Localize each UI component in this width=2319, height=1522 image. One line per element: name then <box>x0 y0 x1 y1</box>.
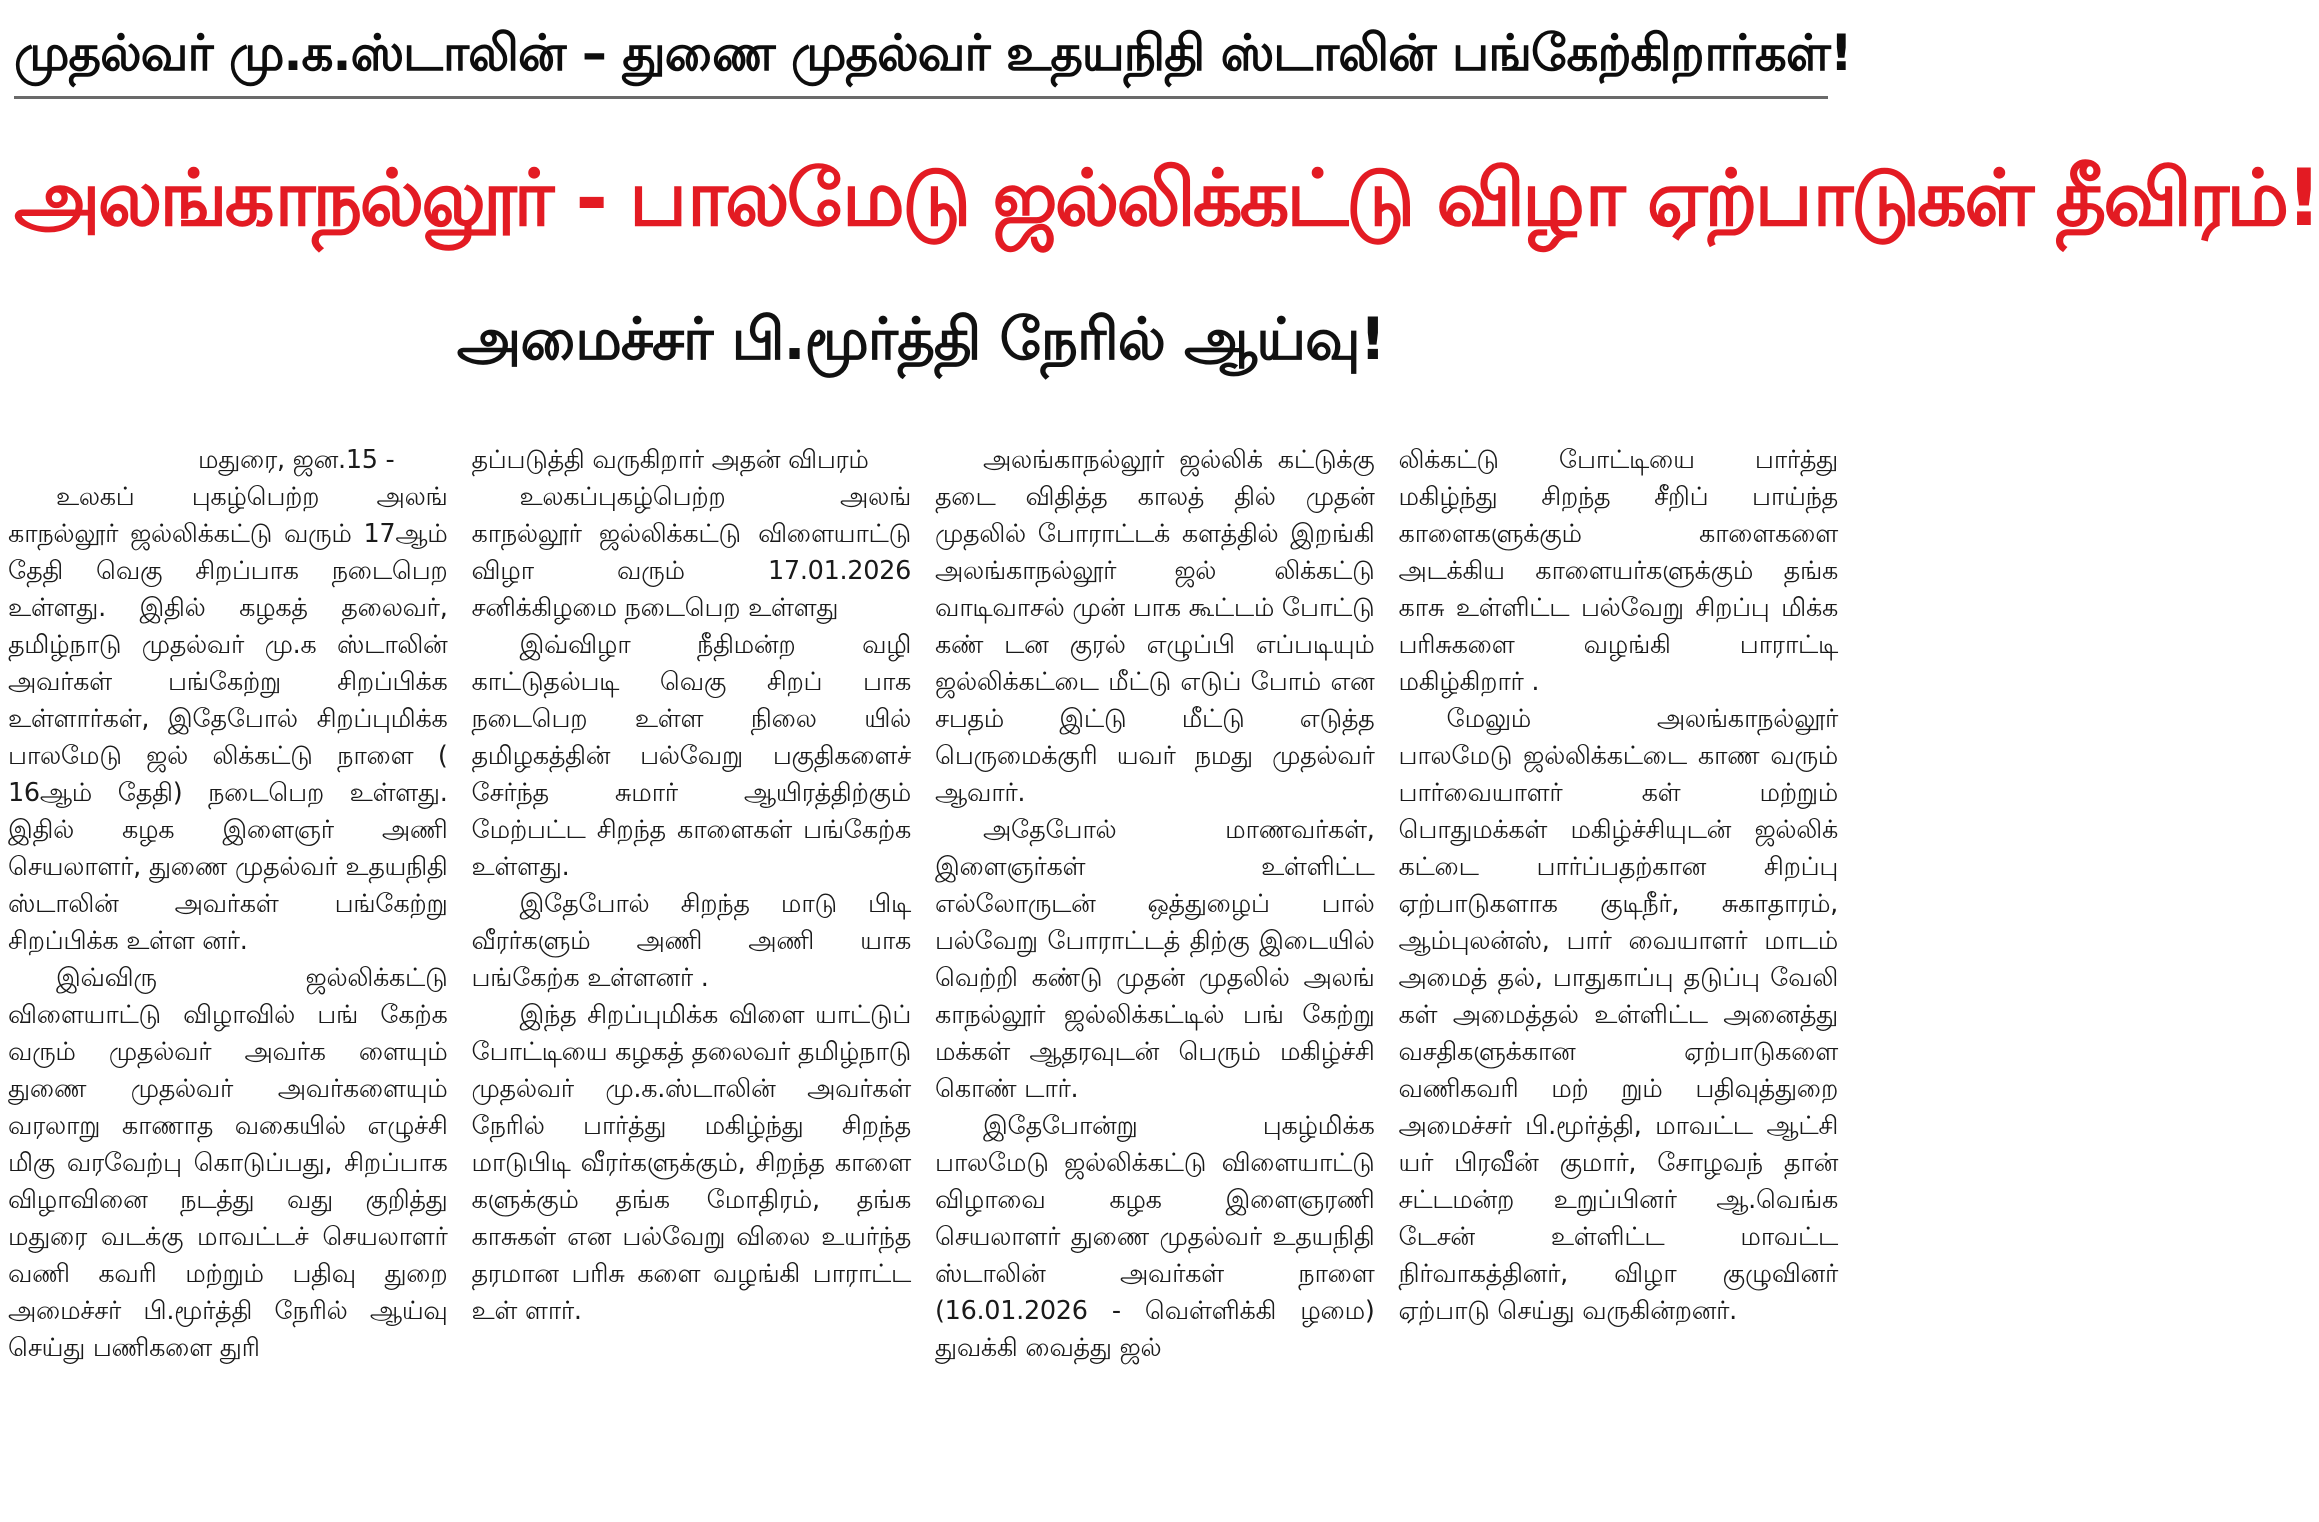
headline: அலங்காநல்லூர் - பாலமேடு ஜல்லிக்கட்டு விழா ஏற்பாடுகள் தீவிரம்! <box>14 154 2319 244</box>
paragraph: இவ்விழா நீதிமன்ற வழி காட்டுதல்படி வெகு சிறப் பாக நடைபெற உள்ள நிலை யில் தமிழகத்தின் பல்வேறு பகுதிகளைச் சேர்ந்த சுமார் ஆயிரத்திற்கும் மேற்பட்ட சிறந்த காளைகள் பங்கேற்க உள்ளது. <box>471 630 911 882</box>
paragraph: உலகப் புகழ்பெற்ற அலங் காநல்லூர் ஜல்லிக்கட்டு வரும் 17ஆம் தேதி வெகு சிறப்பாக நடைபெற உள்ளது. இதில் கழகத் தலைவர், தமிழ்நாடு முதல்வர் மு.க ஸ்டாலின் அவர்கள் பங்கேற்று சிறப்பிக்க உள்ளார்கள், இதேபோல் சிறப்புமிக்க பாலமேடு ஜல் லிக்கட்டு நாளை ( 16ஆம் தேதி) நடைபெற உள்ளது. இதில் கழக இளைஞர் அணி செயலாளர், துணை முதல்வர் உதயநிதி ஸ்டாலின் அவர்கள் பங்கேற்று சிறப்பிக்க உள்ள னர். <box>8 482 448 956</box>
paragraph: தப்படுத்தி வருகிறார் அதன் விபரம் <box>471 445 869 475</box>
paragraph: லிக்கட்டு போட்டியை பார்த்து மகிழ்ந்து சிறந்த சீறிப் பாய்ந்த காளைகளுக்கும் காளைகளை அடக்கிய காளையர்களுக்கும் தங்க காசு உள்ளிட்ட பல்வேறு சிறப்பு மிக்க பரிசுகளை வழங்கி பாராட்டி மகிழ்கிறார் . <box>1398 445 1838 697</box>
paragraph: இந்த சிறப்புமிக்க விளை யாட்டுப் போட்டியை கழகத் தலைவர் தமிழ்நாடு முதல்வர் மு.க.ஸ்டாலின் அவர்கள் நேரில் பார்த்து மகிழ்ந்து சிறந்த மாடுபிடி வீரர்களுக்கும், சிறந்த காளை களுக்கும் தங்க மோதிரம், தங்க காசுகள் என பல்வேறு விலை உயர்ந்த தரமான பரிசு களை வழங்கி பாராட்ட உள் ளார். <box>471 1000 911 1326</box>
subheadline: அமைச்சர் பி.மூர்த்தி நேரில் ஆய்வு! <box>456 305 1386 373</box>
paragraph: இவ்விரு ஜல்லிக்கட்டு விளையாட்டு விழாவில் பங் கேற்க வரும் முதல்வர் அவர்க ளையும் துணை முதல்வர் அவர்களையும் வரலாறு காணாத வகையில் எழுச்சி மிகு வரவேற்பு கொடுப்பது, சிறப்பாக விழாவினை நடத்து வது குறித்து மதுரை வடக்கு மாவட்டச் செயலாளர் வணி கவரி மற்றும் பதிவு துறை அமைச்சர் பி.மூர்த்தி நேரில் ஆய்வு செய்து பணிகளை துரி <box>8 963 448 1363</box>
paragraph: உலகப்புகழ்பெற்ற அலங் காநல்லூர் ஜல்லிக்கட்டு விளையாட்டு விழா வரும் 17.01.2026 சனிக்கிழமை நடைபெற உள்ளது <box>471 482 911 623</box>
column-2 <box>472 442 912 1522</box>
paragraph: அலங்காநல்லூர் ஜல்லிக் கட்டுக்கு தடை விதித்த காலத் தில் முதன் முதலில் போராட்டக் களத்தில் இறங்கி அலங்காநல்லூர் ஜல் லிக்கட்டு வாடிவாசல் முன் பாக கூட்டம் போட்டு கண் டன குரல் எழுப்பி எப்படியும் ஜல்லிக்கட்டை மீட்டு எடுப் போம் என சபதம் இட்டு மீட்டு எடுத்த பெருமைக்குரி யவர் நமது முதல்வர் ஆவார். <box>935 445 1375 808</box>
paragraph: அதேபோல் மாணவர்கள், இளைஞர்கள் உள்ளிட்ட எல்லோருடன் ஒத்துழைப் பால் பல்வேறு போராட்டத் திற்கு இடையில் வெற்றி கண்டு முதன் முதலில் அலங் காநல்லூர் ஜல்லிக்கட்டில் பங் கேற்று மக்கள் ஆதரவுடன் பெரும் மகிழ்ச்சி கொண் டார். <box>935 815 1375 1104</box>
kicker-line: முதல்வர் மு.க.ஸ்டாலின் – துணை முதல்வர் உதயநிதி ஸ்டாலின் பங்கேற்கிறார்கள்! <box>14 24 1852 82</box>
article-columns <box>8 442 1838 1522</box>
paragraph: இதேபோன்று புகழ்மிக்க பாலமேடு ஜல்லிக்கட்டு விளையாட்டு விழாவை கழக இளைஞரணி செயலாளர் துணை முதல்வர் உதயநிதி ஸ்டாலின் அவர்கள் நாளை (16.01.2026 - வெள்ளிக்கி ழமை) துவக்கி வைத்து ஜல் <box>935 1111 1375 1363</box>
column-4 <box>1399 442 1839 1522</box>
dateline: மதுரை, ஜன.15 - <box>198 445 395 475</box>
paragraph: மேலும் அலங்காநல்லூர் பாலமேடு ஜல்லிக்கட்டை காண வரும் பார்வையாளர் கள் மற்றும் பொதுமக்கள் மகிழ்ச்சியுடன் ஜல்லிக் கட்டை பார்ப்பதற்கான சிறப்பு ஏற்பாடுகளாக குடிநீர், சுகாதாரம், ஆம்புலன்ஸ், பார் வையாளர் மாடம் அமைத் தல், பாதுகாப்பு தடுப்பு வேலி கள் அமைத்தல் உள்ளிட்ட அனைத்து வசதிகளுக்கான ஏற்பாடுகளை வணிகவரி மற் றும் பதிவுத்துறை அமைச்சர் பி.மூர்த்தி, மாவட்ட ஆட்சி யர் பிரவீன் குமார், சோழவந் தான் சட்டமன்ற உறுப்பினர் ஆ.வெங்க டேசன் உள்ளிட்ட மாவட்ட நிர்வாகத்தினர், விழா குழுவினர் ஏற்பாடு செய்து வருகின்றனர். <box>1398 704 1838 1326</box>
column-3 <box>935 442 1375 1522</box>
paragraph: இதேபோல் சிறந்த மாடு பிடி வீரர்களும் அணி அணி யாக பங்கேற்க உள்ளனர் . <box>471 889 911 993</box>
column-1 <box>8 442 448 1522</box>
